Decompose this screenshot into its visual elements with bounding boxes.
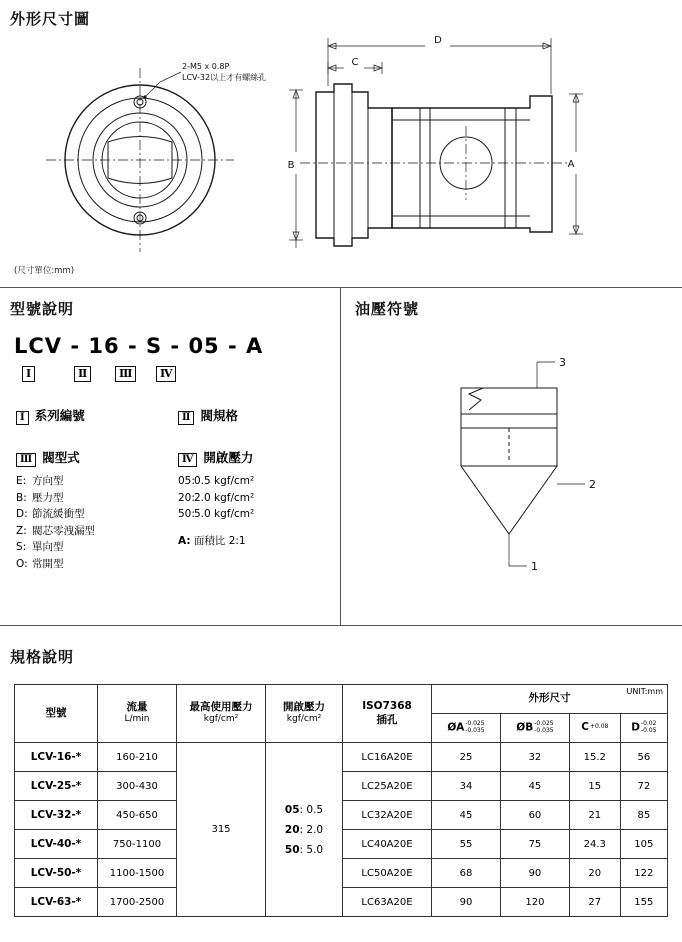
col-model [15, 685, 98, 743]
col-iso-label: ISO7368 [362, 700, 412, 713]
cell-dim-c: 20 [569, 859, 620, 888]
cell-dim-b: 32 [500, 743, 569, 772]
area-ratio-key: A: [178, 534, 191, 547]
list-item [16, 506, 95, 523]
dimension-drawing-svg [0, 0, 682, 288]
numeral-4: Ⅳ [156, 366, 176, 382]
col-dim-d-tol-up: -0.02 [640, 720, 657, 728]
type-text-o: 常開型 [32, 557, 64, 570]
dim-label-D: D [434, 35, 442, 46]
col-dim-c-tol: +0.08 [589, 723, 609, 731]
block3-title: 閥型式 [42, 450, 80, 465]
open-key-20: 20: [178, 491, 195, 504]
port-2-leader [557, 478, 596, 491]
cell-flow: 300-430 [98, 772, 177, 801]
block2-head [178, 406, 238, 424]
numeral-1: Ⅰ [22, 366, 35, 382]
open-text-20: 2.0 kgf/cm² [194, 491, 255, 504]
cell-flow: 750-1100 [98, 830, 177, 859]
col-dim-d-label: D [631, 721, 640, 734]
cell-dim-c: 15.2 [569, 743, 620, 772]
cell-dim-a: 68 [432, 859, 501, 888]
cell-dim-c: 24.3 [569, 830, 620, 859]
block1-numeral: Ⅰ [16, 411, 29, 425]
col-flow-unit: L/min [124, 714, 150, 725]
code-type: S [145, 334, 163, 358]
block1-title: 系列編號 [34, 408, 85, 423]
type-key-b: B: [16, 491, 27, 504]
cell-dim-b: 45 [500, 772, 569, 801]
numeral-2: Ⅱ [74, 366, 91, 382]
col-outer-dimensions [432, 685, 668, 714]
list-item [16, 523, 95, 540]
port-3-leader [537, 356, 566, 388]
col-flow [98, 685, 177, 743]
open-key-50: 50: [178, 508, 195, 520]
block3-head [16, 448, 95, 466]
model-block-valve-type [16, 448, 95, 572]
col-dim-b-tol-dn: -0.035 [534, 726, 554, 734]
col-dim-c-label: C [581, 721, 589, 734]
dim-label-C: C [351, 57, 359, 68]
valve-type-list [16, 473, 95, 572]
dim-label-B: B [287, 160, 295, 171]
col-dim-a-label: ØA [447, 721, 465, 734]
cell-model: LCV-63-* [15, 888, 98, 917]
col-open-pressure-label: 開啟壓力 [283, 701, 325, 714]
type-key-e: E: [16, 475, 27, 487]
col-dim-d-tol-dn: -0.05 [640, 726, 657, 734]
col-open-pressure [266, 685, 343, 743]
spec-section-title: 規格說明 [10, 648, 75, 666]
col-dim-b-tol-up: -0.025 [534, 720, 554, 728]
list-item [16, 556, 95, 573]
cell-open-pressure [266, 743, 343, 917]
cell-dim-a: 55 [432, 830, 501, 859]
type-key-z: Z: [16, 524, 27, 537]
type-text-e: 方向型 [32, 475, 64, 487]
specification-table [14, 684, 668, 917]
open-key-05: 05: [178, 475, 195, 487]
table-header-row-1 [15, 685, 668, 714]
list-item [178, 473, 254, 490]
cell-model: LCV-16-* [15, 743, 98, 772]
col-outer-label: 外形尺寸 [528, 692, 571, 705]
type-text-d: 節流緩衝型 [32, 508, 85, 520]
cell-iso: LC40A20E [343, 830, 432, 859]
front-view [46, 68, 234, 252]
cell-dim-d: 85 [620, 801, 667, 830]
col-dim-b-label: ØB [516, 721, 534, 734]
cell-dim-a: 45 [432, 801, 501, 830]
cell-iso: LC16A20E [343, 743, 432, 772]
cell-iso: LC32A20E [343, 801, 432, 830]
col-dim-c [569, 714, 620, 743]
cell-iso: LC25A20E [343, 772, 432, 801]
col-dim-d-tol [641, 721, 657, 734]
symbol-section-title: 油壓符號 [355, 300, 420, 318]
symbol-port-3: 3 [559, 356, 566, 369]
block4-numeral: Ⅳ [178, 453, 197, 467]
type-key-o: O: [16, 557, 28, 570]
model-section-title: 型號說明 [10, 300, 75, 318]
table-head [15, 685, 668, 743]
cell-flow: 1100-1500 [98, 859, 177, 888]
table-row [15, 743, 668, 772]
symbol-port-1: 1 [531, 560, 538, 573]
open-text-50: 5.0 kgf/cm² [194, 508, 255, 520]
model-code-section [0, 288, 341, 626]
code-series: LCV [14, 334, 63, 358]
code-area: A [246, 334, 264, 358]
block1-head [16, 406, 85, 424]
cell-dim-d: 122 [620, 859, 667, 888]
model-block-valve-size [178, 406, 238, 431]
block4-head [178, 448, 254, 466]
col-dim-a [432, 714, 501, 743]
cell-max-pressure: 315 [177, 743, 266, 917]
open-value-50: : 5.0 [299, 843, 324, 856]
cell-dim-a: 34 [432, 772, 501, 801]
cell-dim-d: 155 [620, 888, 667, 917]
model-block-series [16, 406, 85, 431]
open-code-50: 50 [284, 843, 300, 856]
open-pressure-05 [266, 800, 342, 820]
cell-model: LCV-32-* [15, 801, 98, 830]
type-text-s: 單向型 [32, 541, 64, 553]
col-open-pressure-unit: kgf/cm² [286, 714, 322, 725]
open-value-20: : 2.0 [299, 823, 324, 836]
block3-numeral: Ⅲ [16, 453, 36, 467]
list-item [16, 539, 95, 556]
cell-model: LCV-25-* [15, 772, 98, 801]
list-item [16, 473, 95, 490]
code-dash-2: - [127, 334, 138, 358]
cell-dim-c: 21 [569, 801, 620, 830]
col-dim-a-tol-up: -0.025 [465, 720, 485, 728]
dim-label-A: A [567, 159, 575, 170]
cell-dim-c: 15 [569, 772, 620, 801]
list-item [178, 506, 254, 523]
open-code-05: 05 [284, 803, 300, 816]
hydraulic-symbol-section [341, 288, 682, 626]
col-outer-unit: UNIT:mm [626, 687, 663, 696]
cell-model: LCV-40-* [15, 830, 98, 859]
thread-callout-line1: 2-M5 x 0.8P [182, 62, 230, 71]
code-dash-4: - [227, 334, 238, 358]
model-block-open-pressure [178, 448, 254, 548]
col-max-pressure [177, 685, 266, 743]
col-dim-b-tol [534, 721, 553, 734]
cell-dim-b: 60 [500, 801, 569, 830]
block4-title: 開啟壓力 [203, 450, 254, 465]
numeral-3: Ⅲ [115, 366, 136, 382]
col-iso-sub: 插孔 [376, 713, 398, 726]
col-model-label: 型號 [45, 706, 67, 719]
dimension-section-title: 外形尺寸圖 [10, 10, 91, 28]
code-dash-3: - [170, 334, 181, 358]
cell-dim-a: 90 [432, 888, 501, 917]
port-1-leader [509, 534, 538, 573]
col-max-pressure-label: 最高使用壓力 [189, 701, 253, 714]
cell-dim-d: 105 [620, 830, 667, 859]
col-max-pressure-unit: kgf/cm² [203, 714, 239, 725]
code-pressure: 05 [188, 334, 220, 358]
col-dim-a-tol [465, 721, 484, 734]
type-text-z: 閥芯零洩漏型 [32, 524, 95, 537]
cell-dim-d: 72 [620, 772, 667, 801]
cell-iso: LC63A20E [343, 888, 432, 917]
code-dash-1: - [70, 334, 81, 358]
list-item [178, 490, 254, 507]
cell-dim-a: 25 [432, 743, 501, 772]
block2-numeral: Ⅱ [178, 411, 194, 425]
thread-callout-line2: LCV-32以上才有螺絲孔 [182, 73, 267, 82]
model-code-string [14, 334, 263, 358]
model-code-numerals [18, 366, 318, 386]
col-iso [343, 685, 432, 743]
hydraulic-symbol-svg [341, 288, 682, 626]
type-key-s: S: [16, 541, 27, 553]
dimension-unit-note: (尺寸單位:mm) [14, 266, 75, 276]
specification-section [0, 626, 682, 942]
area-ratio-note [178, 533, 254, 548]
symbol-body [461, 388, 557, 534]
open-value-05: : 0.5 [299, 803, 324, 816]
side-section-view [300, 84, 570, 246]
dimension-drawing-section [0, 0, 682, 288]
col-flow-label: 流量 [126, 701, 148, 714]
open-text-05: 0.5 kgf/cm² [194, 475, 255, 487]
cell-model: LCV-50-* [15, 859, 98, 888]
code-size: 16 [88, 334, 120, 358]
open-pressure-list [178, 473, 254, 523]
cell-flow: 160-210 [98, 743, 177, 772]
open-pressure-50 [266, 840, 342, 860]
block2-title: 閥規格 [200, 408, 238, 423]
open-code-20: 20 [284, 823, 300, 836]
type-key-d: D: [16, 508, 28, 520]
cell-flow: 1700-2500 [98, 888, 177, 917]
col-dim-d [620, 714, 667, 743]
list-item [16, 490, 95, 507]
cell-dim-b: 120 [500, 888, 569, 917]
cell-dim-c: 27 [569, 888, 620, 917]
symbol-port-2: 2 [589, 478, 596, 491]
col-dim-b [500, 714, 569, 743]
type-text-b: 壓力型 [32, 491, 64, 504]
area-ratio-text: 面積比 2:1 [193, 534, 246, 547]
open-pressure-20 [266, 820, 342, 840]
table-body [15, 743, 668, 917]
cell-dim-b: 75 [500, 830, 569, 859]
cell-flow: 450-650 [98, 801, 177, 830]
cell-dim-b: 90 [500, 859, 569, 888]
cell-iso: LC50A20E [343, 859, 432, 888]
col-dim-a-tol-dn: -0.035 [465, 726, 485, 734]
cell-dim-d: 56 [620, 743, 667, 772]
